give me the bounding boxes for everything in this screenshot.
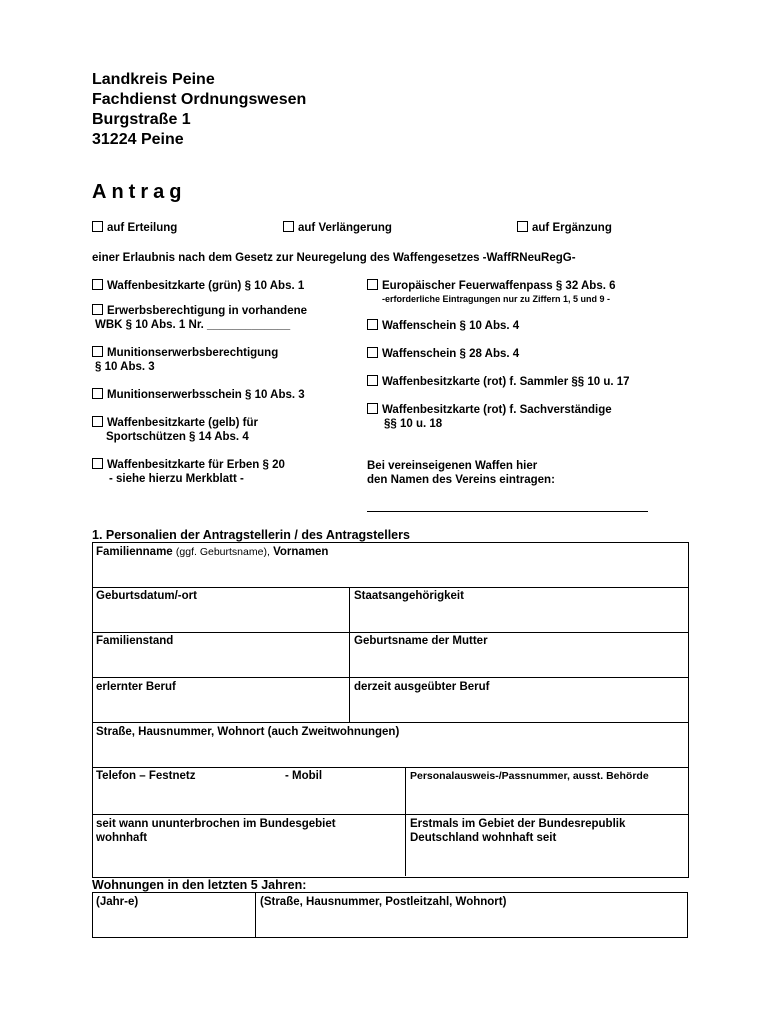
section-1-heading: 1. Personalien der Antragstellerin / des Antragstellers	[92, 528, 410, 542]
checkbox[interactable]	[367, 403, 378, 414]
field-mother-birthname[interactable]: Geburtsname der Mutter	[354, 635, 488, 647]
field-nationality[interactable]: Staatsangehörigkeit	[354, 590, 464, 602]
field-street[interactable]: Straße, Hausnummer, Wohnort (auch Zweitwohnungen)	[96, 726, 400, 738]
field-resident-since[interactable]: seit wann ununterbrochen im Bundesgebiet wohnhaft	[96, 818, 336, 844]
checkbox[interactable]	[92, 416, 103, 427]
checkbox[interactable]	[92, 304, 103, 315]
checkbox[interactable]	[367, 319, 378, 330]
permit-ammo-certificate[interactable]: Munitionserwerbsschein § 10 Abs. 3	[92, 388, 305, 402]
club-name-line[interactable]	[367, 511, 648, 512]
eu-pass-note: -erforderliche Eintragungen nur zu Ziffern 1, 5 und 9 -	[382, 294, 611, 304]
checkbox[interactable]	[92, 279, 103, 290]
field-learned-job[interactable]: erlernter Beruf	[96, 681, 176, 693]
field-first-resident[interactable]: Erstmals im Gebiet der Bundesrepublik Deutschland wohnhaft seit	[410, 818, 626, 844]
col-years[interactable]: (Jahr-e)	[96, 896, 139, 908]
field-id-card[interactable]: Personalausweis-/Passnummer, ausst. Behörde	[410, 770, 649, 782]
checkbox[interactable]	[367, 347, 378, 358]
option-supplement[interactable]: auf Ergänzung	[517, 221, 612, 235]
permit-weapon-license-10[interactable]: Waffenschein § 10 Abs. 4	[367, 319, 519, 333]
club-name-instruction: Bei vereinseigenen Waffen hier den Namen des Vereins eintragen:	[367, 460, 555, 486]
section-2-heading: Wohnungen in den letzten 5 Jahren:	[92, 878, 307, 892]
checkbox[interactable]	[517, 221, 528, 232]
checkbox[interactable]	[92, 388, 103, 399]
permit-wbk-red-expert[interactable]: Waffenbesitzkarte (rot) f. Sachverständige §§ 10 u. 18	[367, 403, 612, 431]
address-line-4: 31224 Peine	[92, 131, 184, 148]
checkbox[interactable]	[283, 221, 294, 232]
field-phone[interactable]: Telefon – Festnetz	[96, 770, 196, 782]
checkbox[interactable]	[92, 458, 103, 469]
form-title: Antrag	[92, 181, 187, 203]
permit-wbk-heirs[interactable]: Waffenbesitzkarte für Erben § 20 - siehe hierzu Merkblatt -	[92, 458, 285, 486]
col-address[interactable]: (Straße, Hausnummer, Postleitzahl, Wohnort)	[260, 896, 507, 908]
permit-weapon-license-28[interactable]: Waffenschein § 28 Abs. 4	[367, 347, 519, 361]
field-birth[interactable]: Geburtsdatum/-ort	[96, 590, 197, 602]
address-block	[92, 70, 306, 150]
permit-ammo-right[interactable]: Munitionserwerbsberechtigung § 10 Abs. 3	[92, 346, 278, 374]
permit-acquisition-right[interactable]: Erwerbsberechtigung in vorhandene WBK § 10 Abs. 1 Nr. _____________	[92, 304, 307, 332]
field-current-job[interactable]: derzeit ausgeübter Beruf	[354, 681, 490, 693]
intro-text: einer Erlaubnis nach dem Gesetz zur Neuregelung des Waffengesetzes -WaffRNeuRegG-	[92, 252, 576, 264]
permit-wbk-yellow[interactable]: Waffenbesitzkarte (gelb) für Sportschützen § 14 Abs. 4	[92, 416, 258, 444]
checkbox[interactable]	[367, 279, 378, 290]
address-line-1: Landkreis Peine	[92, 71, 215, 88]
address-line-3: Burgstraße 1	[92, 111, 191, 128]
permit-wbk-red-collector[interactable]: Waffenbesitzkarte (rot) f. Sammler §§ 10 u. 17	[367, 375, 630, 389]
permit-eu-firearms-pass[interactable]: Europäischer Feuerwaffenpass § 32 Abs. 6	[367, 279, 616, 293]
field-marital-status[interactable]: Familienstand	[96, 635, 174, 647]
address-line-2: Fachdienst Ordnungswesen	[92, 91, 307, 108]
checkbox[interactable]	[367, 375, 378, 386]
checkbox[interactable]	[92, 346, 103, 357]
option-issue[interactable]: auf Erteilung	[92, 221, 177, 235]
field-family-name[interactable]: Familienname (ggf. Geburtsname), Vornamen	[96, 546, 329, 558]
option-renewal[interactable]: auf Verlängerung	[283, 221, 392, 235]
permit-wbk-green[interactable]: Waffenbesitzkarte (grün) § 10 Abs. 1	[92, 279, 304, 293]
checkbox[interactable]	[92, 221, 103, 232]
field-mobile[interactable]: - Mobil	[285, 770, 323, 782]
